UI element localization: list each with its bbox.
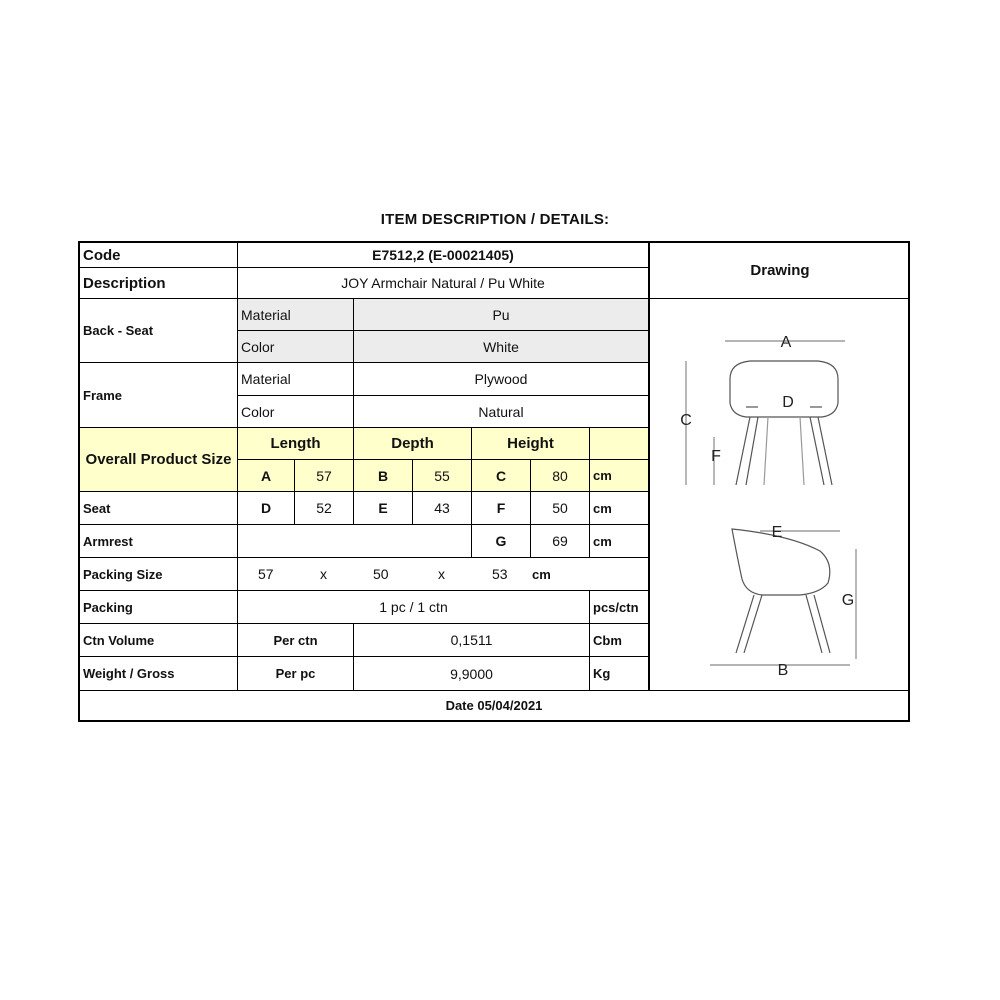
back-seat-color: White <box>354 331 649 363</box>
back-seat-material: Pu <box>354 299 649 331</box>
page-title: ITEM DESCRIPTION / DETAILS: <box>380 211 610 228</box>
ctn-volume-per: Per ctn <box>238 624 354 657</box>
letter-a: A <box>238 460 295 492</box>
packing-length: 57 <box>258 566 274 582</box>
back-seat-material-label: Material <box>238 299 354 331</box>
code-label: Code <box>80 243 238 268</box>
drawing-letter-g: G <box>841 592 855 609</box>
back-seat-color-label: Color <box>238 331 354 363</box>
frame-material-label: Material <box>238 363 354 396</box>
depth-header: Depth <box>354 428 472 460</box>
drawing-letter-d: D <box>782 394 794 411</box>
letter-g: G <box>472 525 531 558</box>
armrest-blank <box>238 525 472 558</box>
chair-drawing-svg <box>650 299 911 691</box>
letter-c: C <box>472 460 531 492</box>
packing-size-label: Packing Size <box>80 558 238 591</box>
ctn-volume-value: 0,1511 <box>354 624 590 657</box>
value-f: 50 <box>531 492 590 525</box>
value-e: 43 <box>413 492 472 525</box>
drawing-letter-f: F <box>711 448 721 465</box>
ctn-volume-unit: Cbm <box>590 624 649 657</box>
packing-height: 53 <box>492 566 508 582</box>
value-d: 52 <box>295 492 354 525</box>
drawing-header: Drawing <box>649 243 910 299</box>
packing-x1: x <box>320 566 327 582</box>
frame-color: Natural <box>354 396 649 428</box>
weight-value: 9,9000 <box>354 657 590 691</box>
letter-f: F <box>472 492 531 525</box>
letter-b: B <box>354 460 413 492</box>
value-b: 55 <box>413 460 472 492</box>
packing-size-unit: cm <box>532 566 551 582</box>
drawing-letter-a: A <box>780 334 792 351</box>
code-value: E7512,2 (E-00021405) <box>238 243 649 268</box>
overall-blank <box>590 428 649 460</box>
overall-size-label: Overall Product Size <box>80 428 238 492</box>
weight-label: Weight / Gross <box>80 657 238 691</box>
packing-unit: pcs/ctn <box>590 591 649 624</box>
value-a: 57 <box>295 460 354 492</box>
armrest-unit: cm <box>590 525 649 558</box>
description-label: Description <box>80 268 238 299</box>
date-footer: Date 05/04/2021 <box>445 698 543 713</box>
letter-d: D <box>238 492 295 525</box>
armrest-label: Armrest <box>80 525 238 558</box>
description-value: JOY Armchair Natural / Pu White <box>238 268 649 299</box>
letter-e: E <box>354 492 413 525</box>
height-header: Height <box>472 428 590 460</box>
frame-label: Frame <box>80 363 238 428</box>
overall-unit: cm <box>590 460 649 492</box>
packing-x2: x <box>438 566 445 582</box>
weight-unit: Kg <box>590 657 649 691</box>
spec-sheet <box>78 241 910 722</box>
packing-size-values <box>238 558 649 591</box>
chair-drawing <box>649 299 910 691</box>
seat-label: Seat <box>80 492 238 525</box>
frame-color-label: Color <box>238 396 354 428</box>
weight-per: Per pc <box>238 657 354 691</box>
value-g: 69 <box>531 525 590 558</box>
seat-unit: cm <box>590 492 649 525</box>
packing-label: Packing <box>80 591 238 624</box>
ctn-volume-label: Ctn Volume <box>80 624 238 657</box>
drawing-letter-c: C <box>680 412 692 429</box>
back-seat-label: Back - Seat <box>80 299 238 363</box>
packing-value: 1 pc / 1 ctn <box>238 591 590 624</box>
drawing-letter-e: E <box>771 524 783 541</box>
frame-material: Plywood <box>354 363 649 396</box>
value-c: 80 <box>531 460 590 492</box>
length-header: Length <box>238 428 354 460</box>
drawing-letter-b: B <box>777 662 789 679</box>
packing-width: 50 <box>373 566 389 582</box>
